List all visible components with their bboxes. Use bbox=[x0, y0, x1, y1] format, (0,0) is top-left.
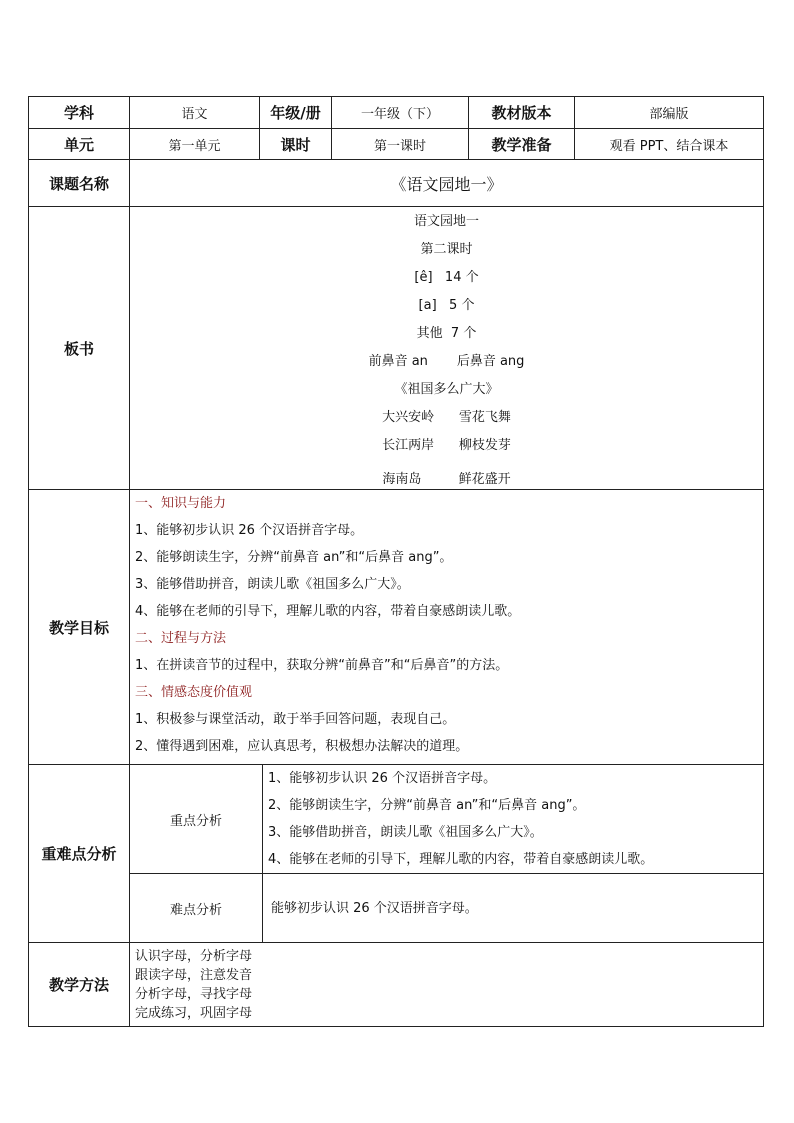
period-value: 第一课时 bbox=[332, 129, 469, 159]
header-row-2 bbox=[28, 129, 764, 160]
objective-item: 1、在拼读音节的过程中，获取分辨“前鼻音”和“后鼻音”的方法。 bbox=[135, 658, 509, 673]
edition-value: 部编版 bbox=[649, 107, 689, 122]
header-row-1 bbox=[28, 96, 764, 129]
lesson-title: 《语文园地一》 bbox=[390, 174, 503, 194]
objective-heading: 二、过程与方法 bbox=[135, 631, 227, 646]
key-points-content bbox=[263, 765, 763, 873]
lesson-label: 课题名称 bbox=[29, 160, 130, 206]
subject-label: 学科 bbox=[29, 97, 130, 128]
methods-label: 教学方法 bbox=[29, 943, 130, 1026]
board-line: 长江两岸 柳枝发芽 bbox=[382, 438, 511, 453]
lesson-plan-table bbox=[28, 96, 764, 1027]
board-row bbox=[28, 207, 764, 490]
board-line: [ê] 14 个 bbox=[414, 270, 479, 285]
board-content bbox=[130, 207, 763, 489]
objective-item: 2、能够朗读生字，分辨“前鼻音 an”和“后鼻音 ang”。 bbox=[135, 550, 453, 565]
analysis-label: 重难点分析 bbox=[29, 765, 130, 942]
difficult-points-row bbox=[130, 874, 763, 942]
difficult-point-text: 能够初步认识 26 个汉语拼音字母。 bbox=[271, 900, 478, 916]
board-line: [a] 5 个 bbox=[418, 298, 475, 313]
board-line: 大兴安岭 雪花飞舞 bbox=[382, 410, 511, 425]
objective-item: 3、能够借助拼音，朗读儿歌《祖国多么广大》。 bbox=[135, 577, 410, 592]
unit-value: 第一单元 bbox=[130, 129, 260, 159]
objective-heading: 三、情感态度价值观 bbox=[135, 685, 253, 700]
prep-label: 教学准备 bbox=[469, 129, 575, 159]
methods-content bbox=[130, 943, 763, 1026]
objectives-row bbox=[28, 490, 764, 765]
key-point-item: 1、能够初步认识 26 个汉语拼音字母。 bbox=[268, 771, 497, 786]
objective-item: 2、懂得遇到困难，应认真思考，积极想办法解决的道理。 bbox=[135, 739, 469, 754]
board-line: 语文园地一 bbox=[413, 214, 479, 229]
board-line: 海南岛 鲜花盛开 bbox=[382, 472, 511, 487]
board-line: 前鼻音 an 后鼻音 ang bbox=[368, 354, 525, 369]
objective-item: 1、积极参与课堂活动，敢于举手回答问题，表现自己。 bbox=[135, 712, 456, 727]
board-line: 其他 7 个 bbox=[416, 326, 477, 341]
board-label: 板书 bbox=[29, 207, 130, 489]
key-points-label: 重点分析 bbox=[130, 765, 263, 873]
objective-heading: 一、知识与能力 bbox=[135, 496, 227, 511]
subject-value: 语文 bbox=[130, 97, 260, 128]
board-line: 《祖国多么广大》 bbox=[394, 382, 499, 397]
board-line: 第二课时 bbox=[420, 242, 473, 257]
key-point-item: 2、能够朗读生字，分辨“前鼻音 an”和“后鼻音 ang”。 bbox=[268, 798, 586, 813]
method-item: 分析字母，寻找字母 bbox=[135, 987, 253, 1002]
difficult-points-content bbox=[263, 874, 763, 942]
grade-label: 年级/册 bbox=[260, 97, 332, 128]
period-label: 课时 bbox=[260, 129, 332, 159]
analysis-content bbox=[130, 765, 763, 942]
edition-label: 教材版本 bbox=[469, 97, 575, 128]
key-point-item: 4、能够在老师的引导下，理解儿歌的内容，带着自豪感朗读儿歌。 bbox=[268, 852, 654, 867]
methods-row bbox=[28, 943, 764, 1027]
unit-label: 单元 bbox=[29, 129, 130, 159]
difficult-points-label: 难点分析 bbox=[130, 874, 263, 942]
lesson-title-row bbox=[28, 160, 764, 207]
analysis-row bbox=[28, 765, 764, 943]
method-item: 完成练习，巩固字母 bbox=[135, 1006, 253, 1021]
objective-item: 1、能够初步认识 26 个汉语拼音字母。 bbox=[135, 523, 364, 538]
objectives-label: 教学目标 bbox=[29, 490, 130, 764]
grade-value: 一年级（下） bbox=[332, 97, 469, 128]
key-point-item: 3、能够借助拼音，朗读儿歌《祖国多么广大》。 bbox=[268, 825, 543, 840]
method-item: 跟读字母，注意发音 bbox=[135, 968, 253, 983]
objective-item: 4、能够在老师的引导下，理解儿歌的内容，带着自豪感朗读儿歌。 bbox=[135, 604, 521, 619]
prep-value: 观看 PPT、结合课本 bbox=[609, 138, 729, 154]
key-points-row bbox=[130, 765, 763, 874]
method-item: 认识字母，分析字母 bbox=[135, 949, 253, 964]
objectives-content bbox=[130, 490, 763, 764]
